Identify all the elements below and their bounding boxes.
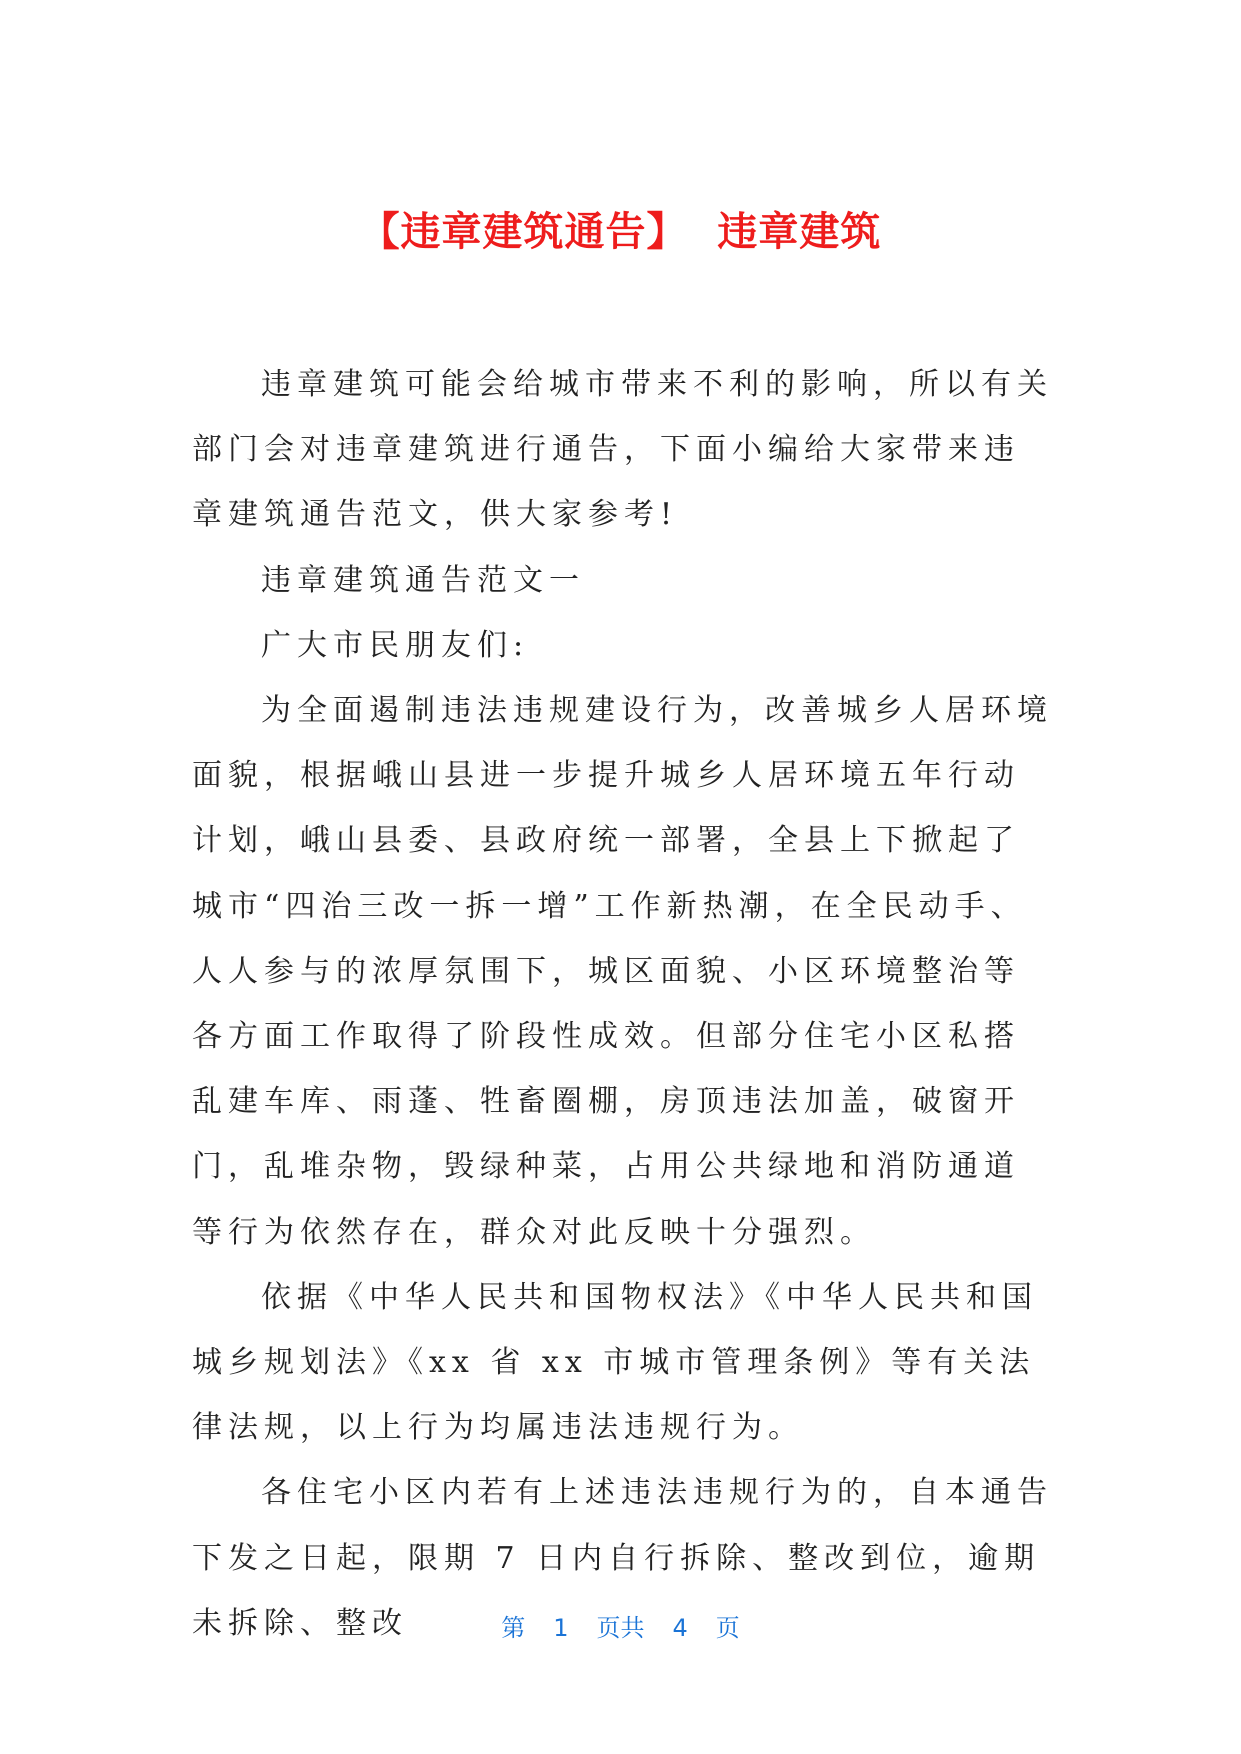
footer-prefix: 第 [501, 1614, 526, 1642]
paragraph-body-1: 为全面遏制违法违规建设行为，改善城乡人居环境面貌，根据峨山县进一步提升城乡人居环境五年行动计划，峨山县委、县政府统一部署，全县上下掀起了城市“四治三改一拆一增”工作新热潮，在全民动手、人人参与的浓厚氛围下，城区面貌、小区环境整治等各方面工作取得了阶段性成效。但部分住宅小区私搭乱建车库、雨蓬、牲畜圈棚，房顶违法加盖，破窗开门，乱堆杂物，毁绿种菜，占用公共绿地和消防通道等行为依然存在，群众对此反映十分强烈。 [192, 693, 1053, 1250]
footer-total-pages: 4 [672, 1614, 688, 1642]
paragraph-body-3: 各住宅小区内若有上述违法违规行为的，自本通告下发之日起，限期 7 日内自行拆除、整改到位，逾期未拆除、整改 [192, 1475, 1053, 1641]
footer-page-number: 1 [553, 1614, 569, 1642]
page-footer [0, 1608, 1241, 1643]
paragraph-heading: 违章建筑通告范文一 [261, 562, 585, 598]
paragraph-body-2: 依据《中华人民共和国物权法》《中华人民共和国城乡规划法》《xx 省 xx 市城市管理条例》等有关法律法规，以上行为均属违法违规行为。 [192, 1279, 1038, 1446]
footer-middle: 页共 [596, 1614, 645, 1642]
paragraph-salutation: 广大市民朋友们: [261, 627, 530, 663]
document-title: 【违章建筑通告】 违章建筑 [359, 209, 882, 255]
footer-suffix: 页 [715, 1614, 740, 1642]
paragraph-intro: 违章建筑可能会给城市带来不利的影响，所以有关部门会对违章建筑进行通告，下面小编给大家带来违章建筑通告范文，供大家参考! [192, 367, 1053, 533]
document-body [192, 352, 1054, 1656]
